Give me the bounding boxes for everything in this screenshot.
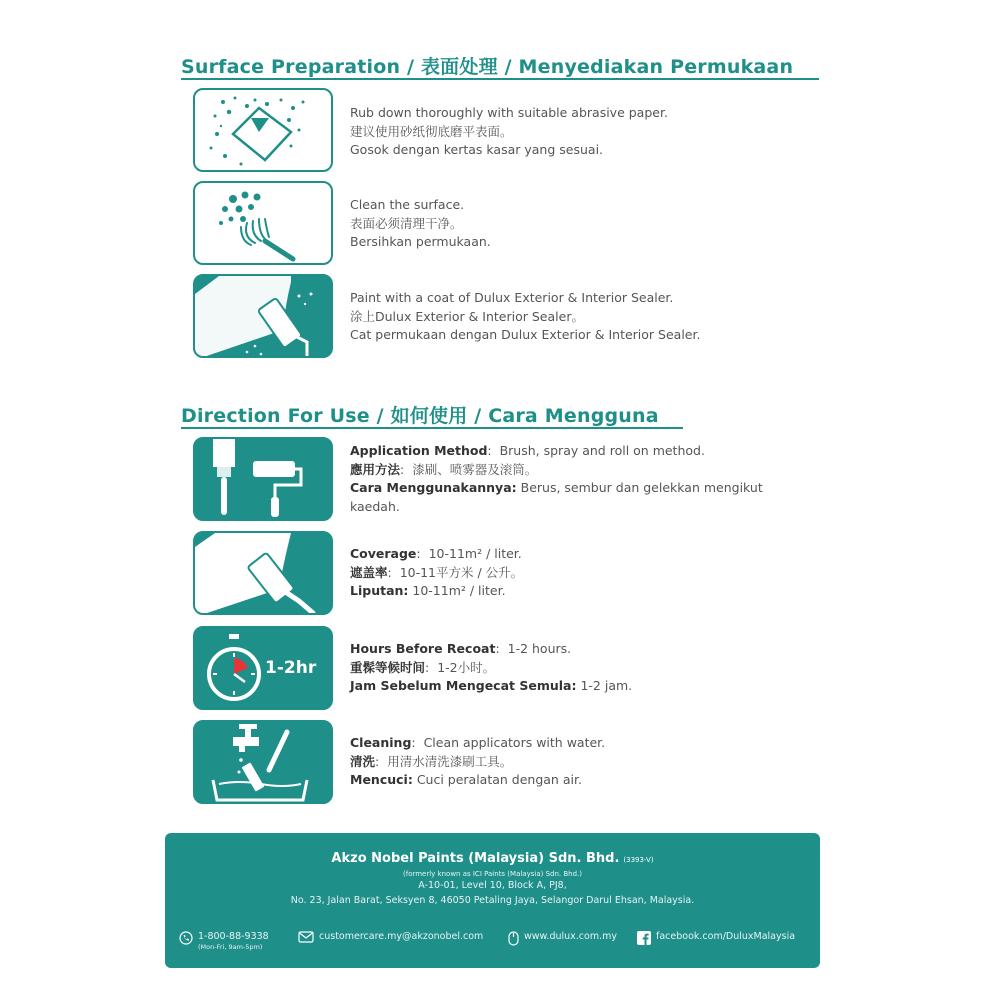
use-step-cleaning	[193, 720, 833, 804]
company-name: Akzo Nobel Paints (Malaysia) Sdn. Bhd.	[331, 851, 620, 866]
phone-contact[interactable]	[179, 931, 269, 951]
use-step-coverage	[193, 531, 833, 615]
application-method-value-zh: 漆刷、喷雾器及滚筒。	[412, 461, 538, 477]
coverage-sep-en: :	[416, 546, 421, 561]
direction-for-use-title: Direction For Use / 如何使用 / Cara Mengguna	[181, 405, 659, 427]
sanding-icon	[193, 88, 333, 172]
roller-coverage-icon	[193, 531, 333, 615]
prep-step-sand-ms: Gosok dengan kertas kasar yang sesuai.	[350, 142, 604, 157]
coverage-label-en: Coverage	[350, 546, 417, 561]
mouse-icon	[508, 931, 519, 946]
cleaning-value-en: Clean applicators with water.	[423, 735, 606, 750]
application-method-sep-en: :	[487, 443, 492, 458]
recoat-label-zh: 重髹等候时间	[350, 659, 426, 675]
use-step-recoat	[193, 626, 833, 710]
tap-cleaning-icon	[193, 720, 333, 804]
website-contact[interactable]	[508, 931, 617, 946]
prep-step-sand	[193, 88, 833, 172]
application-method-value-en: Brush, spray and roll on method.	[499, 443, 705, 458]
stopwatch-icon	[193, 626, 333, 710]
roller-sealer-icon	[193, 274, 333, 358]
cleaning-sep-zh: :	[375, 753, 380, 769]
prep-step-seal	[193, 274, 833, 358]
email-icon	[298, 931, 314, 943]
recoat-label-en: Hours Before Recoat	[350, 641, 496, 656]
application-method-value-ms: Berus, sembur dan gelekkan mengikut kaedah.	[350, 480, 763, 514]
recoat-value-zh: 1-2小时。	[437, 659, 496, 675]
facebook-icon	[637, 931, 651, 945]
company-address-1: A-10-01, Level 10, Block A, PJ8,	[418, 880, 567, 891]
recoat-sep-en: :	[495, 641, 500, 656]
cleaning-label-en: Cleaning	[350, 735, 412, 750]
email-contact[interactable]	[298, 931, 483, 943]
email-address: customercare.my@akzonobel.com	[319, 931, 484, 942]
coverage-label-zh: 遮盖率	[350, 564, 388, 580]
phone-icon	[179, 931, 193, 945]
brush-roller-icon	[193, 437, 333, 521]
surface-preparation-title: Surface Preparation / 表面处理 / Menyediakan Permukaan	[181, 56, 794, 78]
prep-step-seal-zh: 涂上Dulux Exterior & Interior Sealer。	[350, 308, 584, 324]
coverage-value-ms: 10-11m² / liter.	[412, 583, 506, 598]
recoat-label-ms: Jam Sebelum Mengecat Semula:	[350, 678, 577, 693]
cleaning-value-ms: Cuci peralatan dengan air.	[416, 772, 582, 787]
recoat-value-ms: 1-2 jam.	[580, 678, 633, 693]
surface-preparation-rule	[181, 78, 819, 80]
direction-for-use-rule	[181, 427, 683, 429]
prep-step-clean	[193, 181, 833, 265]
coverage-label-ms: Liputan:	[350, 583, 409, 598]
prep-step-clean-en: Clean the surface.	[350, 197, 465, 212]
facebook-url: facebook.com/DuluxMalaysia	[656, 931, 796, 942]
recoat-sep-zh: :	[425, 659, 430, 675]
company-reg-no: (3393-V)	[623, 856, 654, 864]
application-method-label-ms: Cara Menggunakannya:	[350, 480, 517, 495]
duster-icon	[193, 181, 333, 265]
company-address-2: No. 23, Jalan Barat, Seksyen 8, 46050 Petaling Jaya, Selangor Darul Ehsan, Malaysia.	[290, 895, 695, 906]
cleaning-sep-en: :	[411, 735, 416, 750]
phone-hours: (Mon-Fri, 9am-5pm)	[198, 943, 263, 951]
stopwatch-label: 1-2hr	[265, 658, 317, 678]
phone-number: 1-800-88-9338	[198, 931, 269, 942]
coverage-value-zh: 10-11平方米 / 公升。	[399, 564, 524, 580]
coverage-sep-zh: :	[387, 564, 392, 580]
prep-step-clean-ms: Bersihkan permukaan.	[350, 234, 491, 249]
company-name-line	[165, 851, 820, 866]
cleaning-value-zh: 用清水清洗漆刷工具。	[387, 753, 513, 769]
coverage-value-en: 10-11m² / liter.	[428, 546, 522, 561]
website-url: www.dulux.com.my	[524, 931, 617, 942]
application-method-sep-zh: :	[400, 461, 405, 477]
use-step-application	[193, 437, 833, 521]
application-method-label-en: Application Method	[350, 443, 488, 458]
prep-step-clean-zh: 表面必须清理干净。	[350, 215, 463, 231]
company-formerly: (formerly known as ICI Paints (Malaysia) Sdn. Bhd.)	[403, 870, 582, 878]
company-footer	[165, 833, 820, 968]
prep-step-sand-zh: 建议使用砂纸彻底磨平表面。	[350, 123, 513, 139]
cleaning-label-ms: Mencuci:	[350, 772, 413, 787]
recoat-value-en: 1-2 hours.	[507, 641, 572, 656]
prep-step-sand-en: Rub down thoroughly with suitable abrasive paper.	[350, 105, 668, 120]
prep-step-seal-en: Paint with a coat of Dulux Exterior & Interior Sealer.	[350, 290, 674, 305]
cleaning-label-zh: 清洗	[350, 753, 376, 769]
prep-step-seal-ms: Cat permukaan dengan Dulux Exterior & Interior Sealer.	[350, 327, 701, 342]
facebook-contact[interactable]	[637, 931, 795, 945]
application-method-label-zh: 應用方法	[350, 461, 401, 477]
